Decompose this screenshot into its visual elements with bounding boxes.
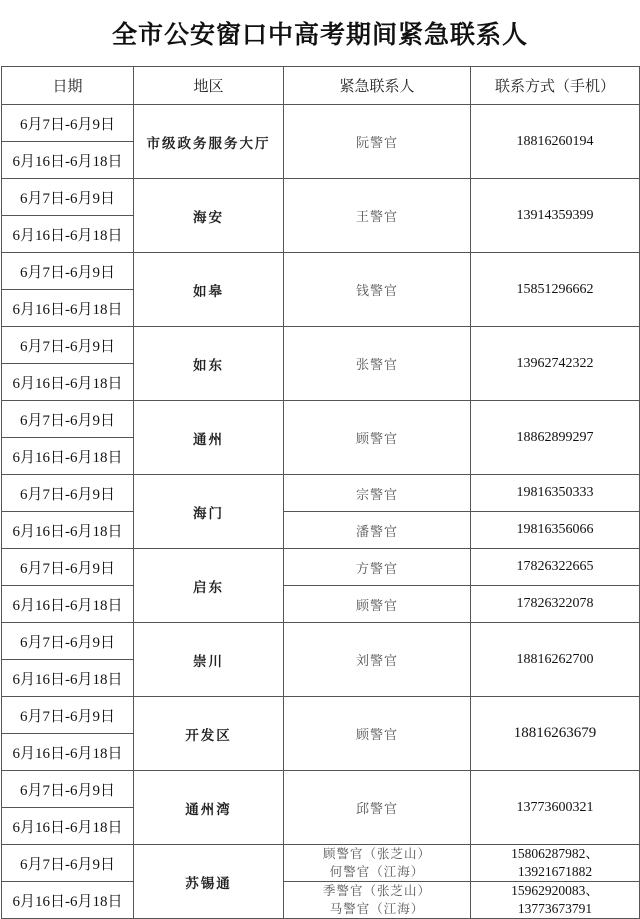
contact-cell: 王警官	[284, 179, 471, 253]
date-cell: 6月16日-6月18日	[2, 512, 134, 549]
contact-cell: 顾警官	[284, 586, 471, 623]
area-cell: 海安	[134, 179, 284, 253]
table-row	[2, 253, 640, 290]
date-cell: 6月16日-6月18日	[2, 290, 134, 327]
contact-cell: 阮警官	[284, 105, 471, 179]
table-header-row	[2, 67, 640, 105]
phone-cell: 13914359399	[471, 179, 640, 253]
area-cell: 开发区	[134, 697, 284, 771]
phone-line: 13773673791	[517, 901, 593, 916]
date-cell: 6月7日-6月9日	[2, 253, 134, 290]
date-cell: 6月16日-6月18日	[2, 734, 134, 771]
contact-cell: 顾警官	[284, 697, 471, 771]
phone-cell: 18816263679	[471, 697, 640, 771]
header-contact: 紧急联系人	[284, 67, 471, 105]
contact-cell	[284, 845, 471, 882]
table-row	[2, 401, 640, 438]
table-row	[2, 179, 640, 216]
phone-cell: 17826322078	[471, 586, 640, 623]
phone-cell: 18862899297	[471, 401, 640, 475]
table-row	[2, 105, 640, 142]
contact-cell: 方警官	[284, 549, 471, 586]
date-cell: 6月7日-6月9日	[2, 549, 134, 586]
date-cell: 6月16日-6月18日	[2, 882, 134, 919]
header-phone: 联系方式（手机）	[471, 67, 640, 105]
phone-cell: 17826322665	[471, 549, 640, 586]
area-cell: 苏锡通	[134, 845, 284, 919]
area-cell: 市级政务服务大厅	[134, 105, 284, 179]
header-date: 日期	[2, 67, 134, 105]
phone-cell: 13773600321	[471, 771, 640, 845]
date-cell: 6月7日-6月9日	[2, 697, 134, 734]
area-cell: 如东	[134, 327, 284, 401]
table-row	[2, 327, 640, 364]
phone-cell: 18816260194	[471, 105, 640, 179]
date-cell: 6月16日-6月18日	[2, 808, 134, 845]
date-cell: 6月7日-6月9日	[2, 179, 134, 216]
phone-cell	[471, 882, 640, 919]
date-cell: 6月7日-6月9日	[2, 845, 134, 882]
area-cell: 如皋	[134, 253, 284, 327]
date-cell: 6月7日-6月9日	[2, 623, 134, 660]
contact-cell: 邱警官	[284, 771, 471, 845]
contact-table	[1, 66, 640, 919]
table-row	[2, 882, 640, 919]
area-cell: 通州湾	[134, 771, 284, 845]
area-cell: 通州	[134, 401, 284, 475]
table-row	[2, 512, 640, 549]
contact-line: 顾警官（张芝山）	[322, 846, 431, 861]
date-cell: 6月7日-6月9日	[2, 475, 134, 512]
contact-cell: 顾警官	[284, 401, 471, 475]
date-cell: 6月16日-6月18日	[2, 586, 134, 623]
area-cell: 崇川	[134, 623, 284, 697]
date-cell: 6月7日-6月9日	[2, 401, 134, 438]
contact-cell: 张警官	[284, 327, 471, 401]
phone-line: 15962920083、	[511, 883, 599, 898]
table-row	[2, 845, 640, 882]
table-row	[2, 475, 640, 512]
phone-cell: 19816350333	[471, 475, 640, 512]
date-cell: 6月7日-6月9日	[2, 105, 134, 142]
area-cell: 启东	[134, 549, 284, 623]
phone-cell	[471, 845, 640, 882]
contact-cell	[284, 882, 471, 919]
date-cell: 6月16日-6月18日	[2, 438, 134, 475]
phone-line: 15806287982、	[511, 846, 599, 861]
table-row	[2, 771, 640, 808]
phone-line: 13921671882	[517, 864, 593, 879]
page-title: 全市公安窗口中高考期间紧急联系人	[111, 20, 528, 49]
date-cell: 6月7日-6月9日	[2, 771, 134, 808]
area-cell: 海门	[134, 475, 284, 549]
contact-cell: 潘警官	[284, 512, 471, 549]
phone-cell: 13962742322	[471, 327, 640, 401]
table-row	[2, 623, 640, 660]
contact-cell: 宗警官	[284, 475, 471, 512]
phone-cell: 19816356066	[471, 512, 640, 549]
phone-cell: 18816262700	[471, 623, 640, 697]
date-cell: 6月16日-6月18日	[2, 364, 134, 401]
contact-cell: 刘警官	[284, 623, 471, 697]
contact-cell: 钱警官	[284, 253, 471, 327]
header-area: 地区	[134, 67, 284, 105]
date-cell: 6月16日-6月18日	[2, 142, 134, 179]
date-cell: 6月16日-6月18日	[2, 216, 134, 253]
contact-line: 何警官（江海）	[329, 864, 425, 879]
phone-cell: 15851296662	[471, 253, 640, 327]
date-cell: 6月16日-6月18日	[2, 660, 134, 697]
contact-line: 马警官（江海）	[329, 901, 425, 916]
table-row	[2, 697, 640, 734]
table-row	[2, 549, 640, 586]
date-cell: 6月7日-6月9日	[2, 327, 134, 364]
table-row	[2, 586, 640, 623]
contact-line: 季警官（张芝山）	[322, 883, 431, 898]
